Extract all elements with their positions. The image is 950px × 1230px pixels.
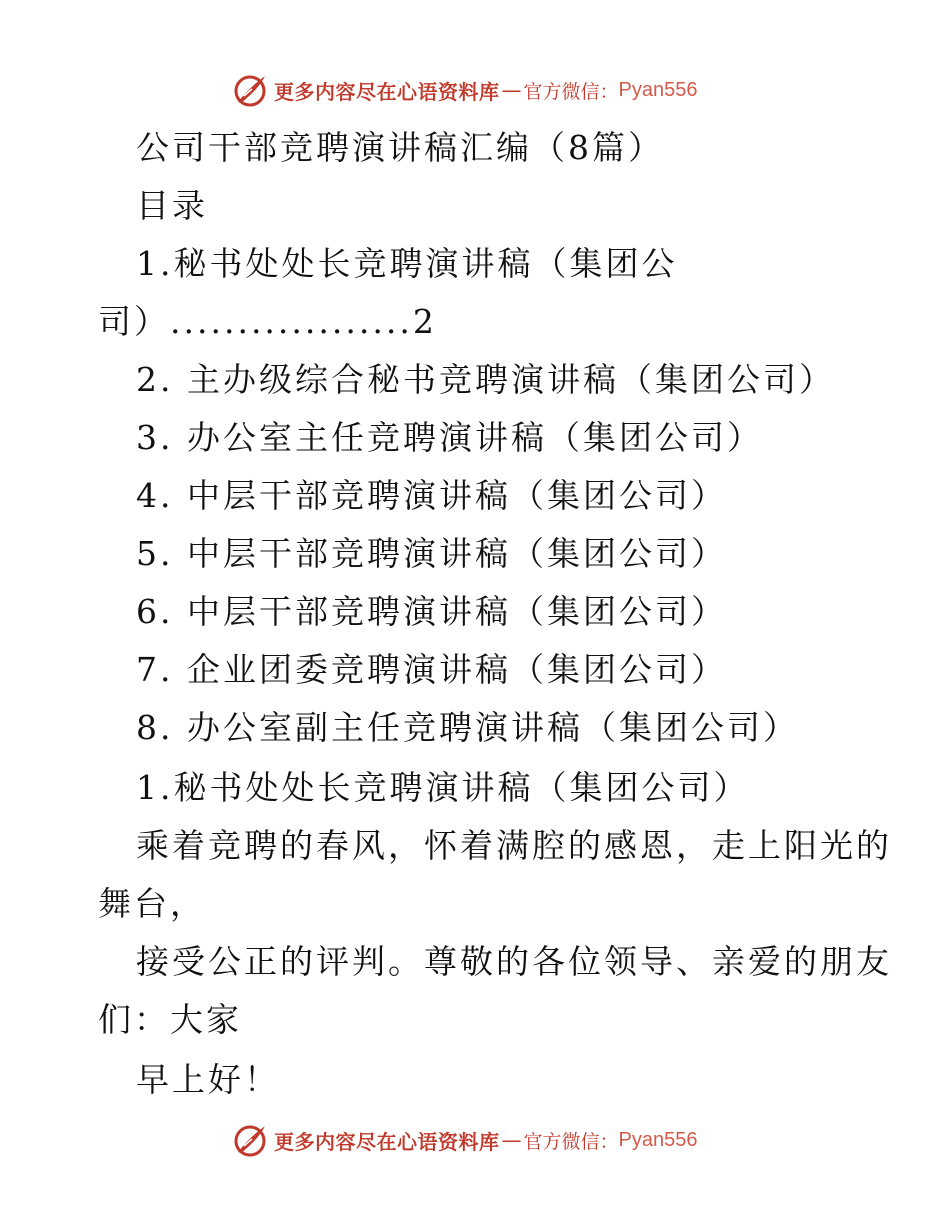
watermark-label: 官方微信： (523, 1130, 619, 1153)
watermark-wechat-id: Pyan556 (618, 78, 698, 101)
toc-item-2: 2. 主办级综合秘书竞聘演讲稿（集团公司） (136, 360, 835, 399)
paragraph-2-line2: 们：大家 (98, 1000, 242, 1039)
paragraph-3-line1: 早上好！ (136, 1060, 280, 1099)
toc-item-8: 8. 办公室副主任竞聘演讲稿（集团公司） (136, 708, 799, 747)
toc-item-3: 3. 办公室主任竞聘演讲稿（集团公司） (136, 418, 763, 457)
watermark-label: 官方微信： (523, 80, 619, 103)
document-title: 公司干部竞聘演讲稿汇编（8篇） (136, 128, 664, 167)
watermark-banner-bottom (232, 1122, 712, 1158)
toc-heading: 目录 (136, 186, 208, 225)
paragraph-1-line2: 舞台， (98, 884, 206, 923)
toc-item-1-line1: 1.秘书处处长竞聘演讲稿（集团公 (136, 244, 678, 283)
quill-logo-icon (232, 72, 268, 108)
section-heading: 1.秘书处处长竞聘演讲稿（集团公司） (136, 768, 750, 807)
watermark-banner-top (232, 72, 712, 108)
paragraph-2-line1: 接受公正的评判。尊敬的各位领导、亲爱的朋友 (136, 942, 892, 981)
toc-item-1-line2: 司）..................2 (98, 302, 437, 341)
watermark-site-text: 更多内容尽在心语资料库 (274, 79, 500, 104)
watermark-site-text: 更多内容尽在心语资料库 (274, 1129, 500, 1154)
toc-item-5: 5. 中层干部竞聘演讲稿（集团公司） (136, 534, 727, 573)
watermark-separator: — (501, 1128, 522, 1152)
toc-item-7: 7. 企业团委竞聘演讲稿（集团公司） (136, 650, 727, 689)
toc-item-6: 6. 中层干部竞聘演讲稿（集团公司） (136, 592, 727, 631)
toc-item-4: 4. 中层干部竞聘演讲稿（集团公司） (136, 476, 727, 515)
watermark-wechat-id: Pyan556 (618, 1128, 698, 1151)
watermark-separator: — (501, 78, 522, 102)
paragraph-1-line1: 乘着竞聘的春风，怀着满腔的感恩，走上阳光的 (136, 826, 892, 865)
quill-logo-icon (232, 1122, 268, 1158)
